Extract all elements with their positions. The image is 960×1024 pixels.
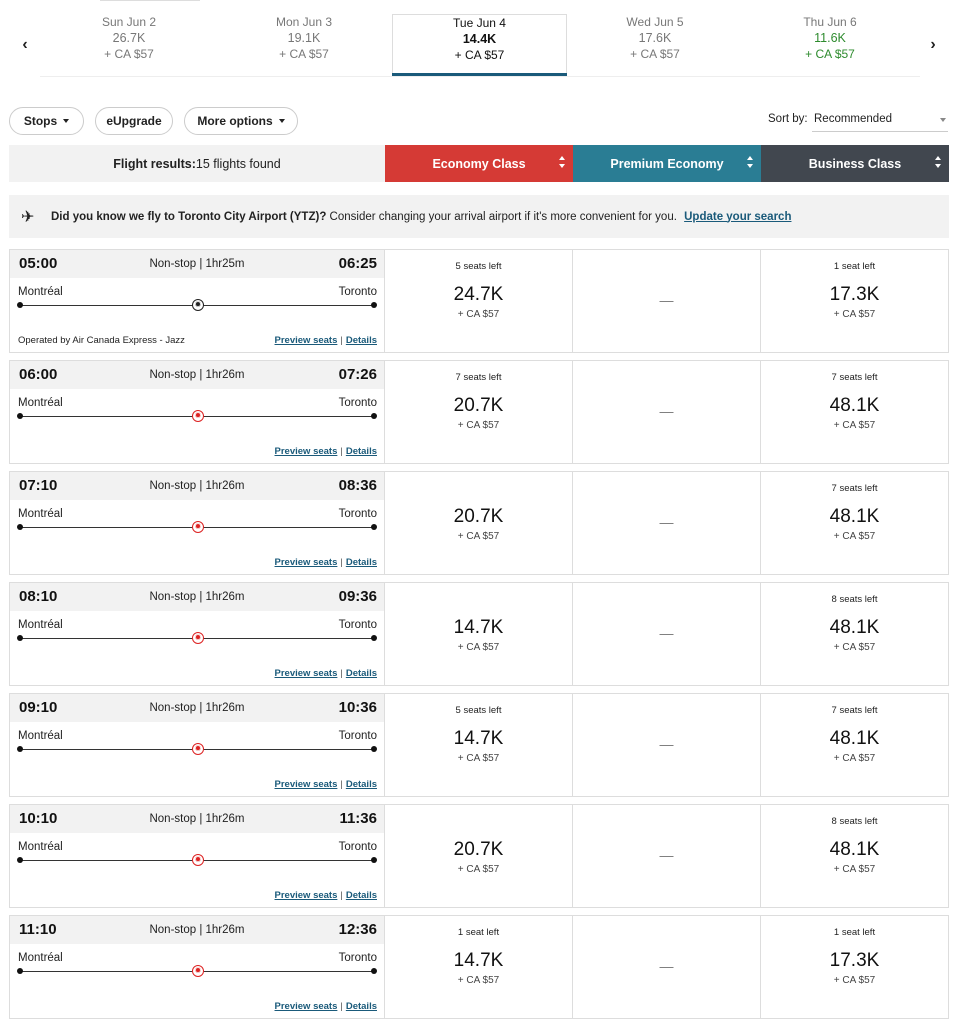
date-tax: + CA $57 [104, 47, 154, 61]
preview-seats-link[interactable]: Preview seats [274, 1001, 338, 1012]
fare-cell-premium-economy [573, 693, 761, 797]
flight-info-header [10, 583, 384, 611]
flight-info[interactable] [9, 582, 385, 686]
link-separator: | [340, 1001, 343, 1012]
operated-by: Operated by Air Canada Express - Jazz [18, 335, 185, 346]
link-separator: | [340, 557, 343, 568]
fare-points: 24.7K [453, 284, 504, 305]
origin-city: Montréal [18, 508, 63, 520]
departure-time: 10:10 [19, 810, 58, 827]
flight-row [9, 360, 949, 464]
fare-tax: + CA $57 [457, 642, 500, 653]
preview-seats-link[interactable]: Preview seats [274, 668, 338, 679]
destination-dot [371, 524, 377, 530]
flight-row [9, 471, 949, 575]
flight-info-header [10, 472, 384, 500]
fare-points: 20.7K [453, 839, 504, 860]
sort-arrows-icon [747, 156, 753, 170]
eupgrade-filter-button[interactable] [95, 107, 173, 135]
cabin-header-business[interactable] [761, 145, 949, 182]
more-options-button[interactable] [184, 107, 298, 135]
origin-dot [17, 857, 23, 863]
fare-cell-business[interactable] [761, 471, 949, 575]
flight-links [275, 779, 377, 790]
air-canada-leaf-icon: ✹ [192, 299, 204, 311]
departure-time: 07:10 [19, 477, 58, 494]
fare-tax: + CA $57 [833, 864, 876, 875]
fare-points: 48.1K [829, 395, 880, 416]
fare-tax: + CA $57 [457, 975, 500, 986]
sort-arrows-icon [935, 156, 941, 170]
fare-cell-economy[interactable] [385, 249, 573, 353]
fare-cell-business[interactable] [761, 693, 949, 797]
date-points: 11.6K [814, 31, 846, 45]
preview-seats-link[interactable]: Preview seats [274, 446, 338, 457]
destination-city: Toronto [338, 841, 377, 853]
fare-tax: + CA $57 [457, 531, 500, 542]
fare-cell-business[interactable] [761, 249, 949, 353]
flight-links [275, 890, 377, 901]
seats-left: 1 seat left [457, 927, 500, 938]
fare-tax: + CA $57 [457, 309, 500, 320]
flight-info-header [10, 361, 384, 389]
flight-row [9, 693, 949, 797]
fare-cell-premium-economy [573, 360, 761, 464]
more-options-label: More options [197, 114, 273, 128]
flight-info[interactable] [9, 249, 385, 353]
flight-info[interactable] [9, 360, 385, 464]
flight-links [275, 557, 377, 568]
fare-tax: + CA $57 [833, 753, 876, 764]
fare-cell-premium-economy [573, 804, 761, 908]
flight-info[interactable] [9, 915, 385, 1019]
origin-dot [17, 524, 23, 530]
date-points: 14.4K [462, 32, 497, 46]
fare-points: 14.7K [453, 617, 504, 638]
flight-info-header [10, 694, 384, 722]
arrival-time: 10:36 [338, 699, 377, 716]
route-line [20, 300, 374, 309]
fare-cell-business[interactable] [761, 582, 949, 686]
arrival-time: 09:36 [338, 588, 377, 605]
chevron-right-icon[interactable]: › [930, 36, 936, 53]
destination-city: Toronto [338, 952, 377, 964]
sort-select-value: Recommended [814, 113, 892, 125]
origin-city: Montréal [18, 286, 63, 298]
preview-seats-link[interactable]: Preview seats [274, 779, 338, 790]
fare-points: 20.7K [453, 506, 504, 527]
fare-points: 48.1K [829, 728, 880, 749]
date-label: Wed Jun 5 [626, 15, 684, 29]
seats-left: 5 seats left [455, 705, 502, 716]
destination-city: Toronto [338, 508, 377, 520]
arrival-time: 07:26 [338, 366, 377, 383]
flight-row [9, 915, 949, 1019]
fare-unavailable: — [659, 514, 674, 530]
details-link[interactable]: Details [345, 890, 377, 901]
date-tab-wed-jun-5[interactable] [568, 14, 742, 76]
seats-left: 1 seat left [833, 927, 876, 938]
date-points: 17.6K [638, 31, 672, 45]
destination-dot [371, 413, 377, 419]
air-canada-leaf-icon: ✹ [192, 521, 204, 533]
fare-tax: + CA $57 [833, 531, 876, 542]
flight-duration: Non-stop | 1hr26m [149, 924, 245, 936]
seats-left: 7 seats left [831, 705, 878, 716]
fare-unavailable: — [659, 403, 674, 419]
date-tab-sun-jun-2[interactable] [42, 14, 216, 76]
route-line [20, 966, 374, 975]
notice-bold-text: Did you know we fly to Toronto City Airport (YTZ)? [51, 210, 327, 223]
destination-city: Toronto [338, 619, 377, 631]
seats-left: 8 seats left [831, 594, 878, 605]
fare-unavailable: — [659, 736, 674, 752]
date-strip-divider [40, 76, 920, 77]
origin-city: Montréal [18, 397, 63, 409]
seats-left: 7 seats left [455, 372, 502, 383]
arrival-time: 08:36 [338, 477, 377, 494]
flight-duration: Non-stop | 1hr26m [149, 591, 245, 603]
link-separator: | [340, 668, 343, 679]
air-canada-leaf-icon: ✹ [192, 410, 204, 422]
flight-info[interactable] [9, 471, 385, 575]
fare-points: 14.7K [453, 950, 504, 971]
flight-links [275, 1001, 377, 1012]
seats-left: 8 seats left [831, 816, 878, 827]
fare-tax: + CA $57 [833, 309, 876, 320]
origin-city: Montréal [18, 619, 63, 631]
date-label: Tue Jun 4 [453, 16, 506, 30]
air-canada-leaf-icon: ✹ [192, 632, 204, 644]
origin-dot [17, 968, 23, 974]
flight-links [275, 446, 377, 457]
flight-links [275, 335, 377, 346]
fare-cell-economy[interactable] [385, 915, 573, 1019]
fare-tax: + CA $57 [833, 420, 876, 431]
fare-cell-economy[interactable] [385, 804, 573, 908]
flight-duration: Non-stop | 1hr26m [149, 813, 245, 825]
route-line [20, 744, 374, 753]
details-link[interactable]: Details [345, 668, 377, 679]
arrival-time: 12:36 [338, 921, 377, 938]
fare-cell-premium-economy [573, 915, 761, 1019]
results-header [9, 145, 385, 182]
fare-unavailable: — [659, 958, 674, 974]
departure-time: 08:10 [19, 588, 58, 605]
date-tax: + CA $57 [805, 47, 855, 61]
seats-left: 7 seats left [831, 372, 878, 383]
destination-dot [371, 968, 377, 974]
fare-cell-business[interactable] [761, 915, 949, 1019]
destination-dot [371, 746, 377, 752]
fare-unavailable: — [659, 625, 674, 641]
flight-row [9, 804, 949, 908]
arrival-time: 11:36 [339, 810, 377, 827]
arrival-time: 06:25 [338, 255, 377, 272]
route-line [20, 411, 374, 420]
destination-city: Toronto [338, 730, 377, 742]
fare-cell-economy[interactable] [385, 360, 573, 464]
caret-down-icon [940, 118, 946, 122]
results-label: Flight results: [113, 156, 196, 171]
flight-duration: Non-stop | 1hr26m [149, 369, 245, 381]
eupgrade-filter-label: eUpgrade [106, 114, 162, 128]
departure-time: 11:10 [19, 921, 57, 938]
sort-select[interactable] [812, 108, 948, 132]
update-search-link[interactable]: Update your search [684, 210, 792, 223]
origin-city: Montréal [18, 952, 63, 964]
flight-duration: Non-stop | 1hr26m [149, 702, 245, 714]
origin-dot [17, 635, 23, 641]
stops-filter-button[interactable] [9, 107, 84, 135]
preview-seats-link[interactable]: Preview seats [274, 890, 338, 901]
caret-down-icon [279, 119, 285, 123]
fare-points: 48.1K [829, 617, 880, 638]
date-tax: + CA $57 [279, 47, 329, 61]
cabin-header-label: Business Class [808, 156, 902, 171]
departure-time: 09:10 [19, 699, 58, 716]
fare-points: 48.1K [829, 506, 880, 527]
flight-info[interactable] [9, 693, 385, 797]
destination-city: Toronto [338, 286, 377, 298]
fare-cell-premium-economy [573, 471, 761, 575]
air-canada-leaf-icon: ✹ [192, 854, 204, 866]
fare-cell-premium-economy [573, 582, 761, 686]
date-strip [0, 0, 960, 90]
destination-dot [371, 635, 377, 641]
preview-seats-link[interactable]: Preview seats [274, 335, 338, 346]
fare-points: 14.7K [453, 728, 504, 749]
flight-info-header [10, 805, 384, 833]
date-label: Sun Jun 2 [101, 15, 157, 29]
date-label: Mon Jun 3 [275, 15, 333, 29]
details-link[interactable]: Details [345, 779, 377, 790]
air-canada-leaf-icon: ✹ [192, 965, 204, 977]
fare-cell-economy[interactable] [385, 582, 573, 686]
fare-cell-economy[interactable] [385, 471, 573, 575]
date-tab-tue-jun-4[interactable] [392, 14, 567, 76]
date-tax: + CA $57 [454, 48, 505, 62]
fare-points: 17.3K [829, 950, 880, 971]
route-line [20, 855, 374, 864]
departure-time: 05:00 [19, 255, 58, 272]
caret-down-icon [63, 119, 69, 123]
fare-unavailable: — [659, 292, 674, 308]
fare-tax: + CA $57 [833, 642, 876, 653]
date-tax: + CA $57 [630, 47, 680, 61]
fare-tax: + CA $57 [457, 753, 500, 764]
fare-cell-business[interactable] [761, 360, 949, 464]
flight-row [9, 582, 949, 686]
route-line [20, 633, 374, 642]
ytz-notice-banner [9, 195, 949, 238]
link-separator: | [340, 779, 343, 790]
date-label: Thu Jun 6 [803, 15, 857, 29]
cabin-header-label: Economy Class [432, 156, 526, 171]
fare-cell-business[interactable] [761, 804, 949, 908]
link-separator: | [340, 335, 343, 346]
details-link[interactable]: Details [345, 335, 377, 346]
cabin-header-label: Premium Economy [610, 156, 724, 171]
cabin-header-economy[interactable] [385, 145, 573, 182]
origin-dot [17, 746, 23, 752]
fare-unavailable: — [659, 847, 674, 863]
fare-points: 17.3K [829, 284, 880, 305]
flight-info-header [10, 250, 384, 278]
flight-duration: Non-stop | 1hr25m [149, 258, 245, 270]
destination-dot [371, 302, 377, 308]
destination-city: Toronto [338, 397, 377, 409]
flight-info[interactable] [9, 804, 385, 908]
details-link[interactable]: Details [345, 1001, 377, 1012]
notice-text [51, 211, 791, 223]
details-link[interactable]: Details [345, 446, 377, 457]
origin-dot [17, 302, 23, 308]
date-tab-mon-jun-3[interactable] [217, 14, 391, 76]
flight-row [9, 249, 949, 353]
flight-links [275, 668, 377, 679]
results-count: 15 flights found [195, 156, 281, 171]
fare-tax: + CA $57 [457, 420, 500, 431]
sort-arrows-icon [559, 156, 565, 170]
seats-left: 1 seat left [833, 261, 876, 272]
fare-tax: + CA $57 [457, 864, 500, 875]
plane-icon: ✈ [21, 208, 35, 226]
chevron-left-icon[interactable]: ‹ [22, 36, 28, 53]
origin-city: Montréal [18, 841, 63, 853]
origin-dot [17, 413, 23, 419]
seats-left: 7 seats left [831, 483, 878, 494]
fare-cell-economy[interactable] [385, 693, 573, 797]
details-link[interactable]: Details [345, 557, 377, 568]
fare-cell-premium-economy [573, 249, 761, 353]
flight-info-header [10, 916, 384, 944]
date-points: 19.1K [287, 31, 321, 45]
departure-time: 06:00 [19, 366, 58, 383]
fare-points: 48.1K [829, 839, 880, 860]
air-canada-leaf-icon: ✹ [192, 743, 204, 755]
link-separator: | [340, 446, 343, 457]
fare-points: 20.7K [453, 395, 504, 416]
route-line [20, 522, 374, 531]
seats-left: 5 seats left [455, 261, 502, 272]
preview-seats-link[interactable]: Preview seats [274, 557, 338, 568]
sort-label: Sort by: [768, 113, 808, 125]
link-separator: | [340, 890, 343, 901]
date-points: 26.7K [112, 31, 146, 45]
origin-city: Montréal [18, 730, 63, 742]
date-tab-thu-jun-6[interactable] [743, 14, 917, 76]
cabin-header-premium-economy[interactable] [573, 145, 761, 182]
destination-dot [371, 857, 377, 863]
stops-filter-label: Stops [23, 114, 58, 128]
notice-body-text: Consider changing your arrival airport if it's more convenient for you. [329, 210, 677, 223]
fare-tax: + CA $57 [833, 975, 876, 986]
date-strip-top-border [100, 0, 200, 1]
flight-duration: Non-stop | 1hr26m [149, 480, 245, 492]
